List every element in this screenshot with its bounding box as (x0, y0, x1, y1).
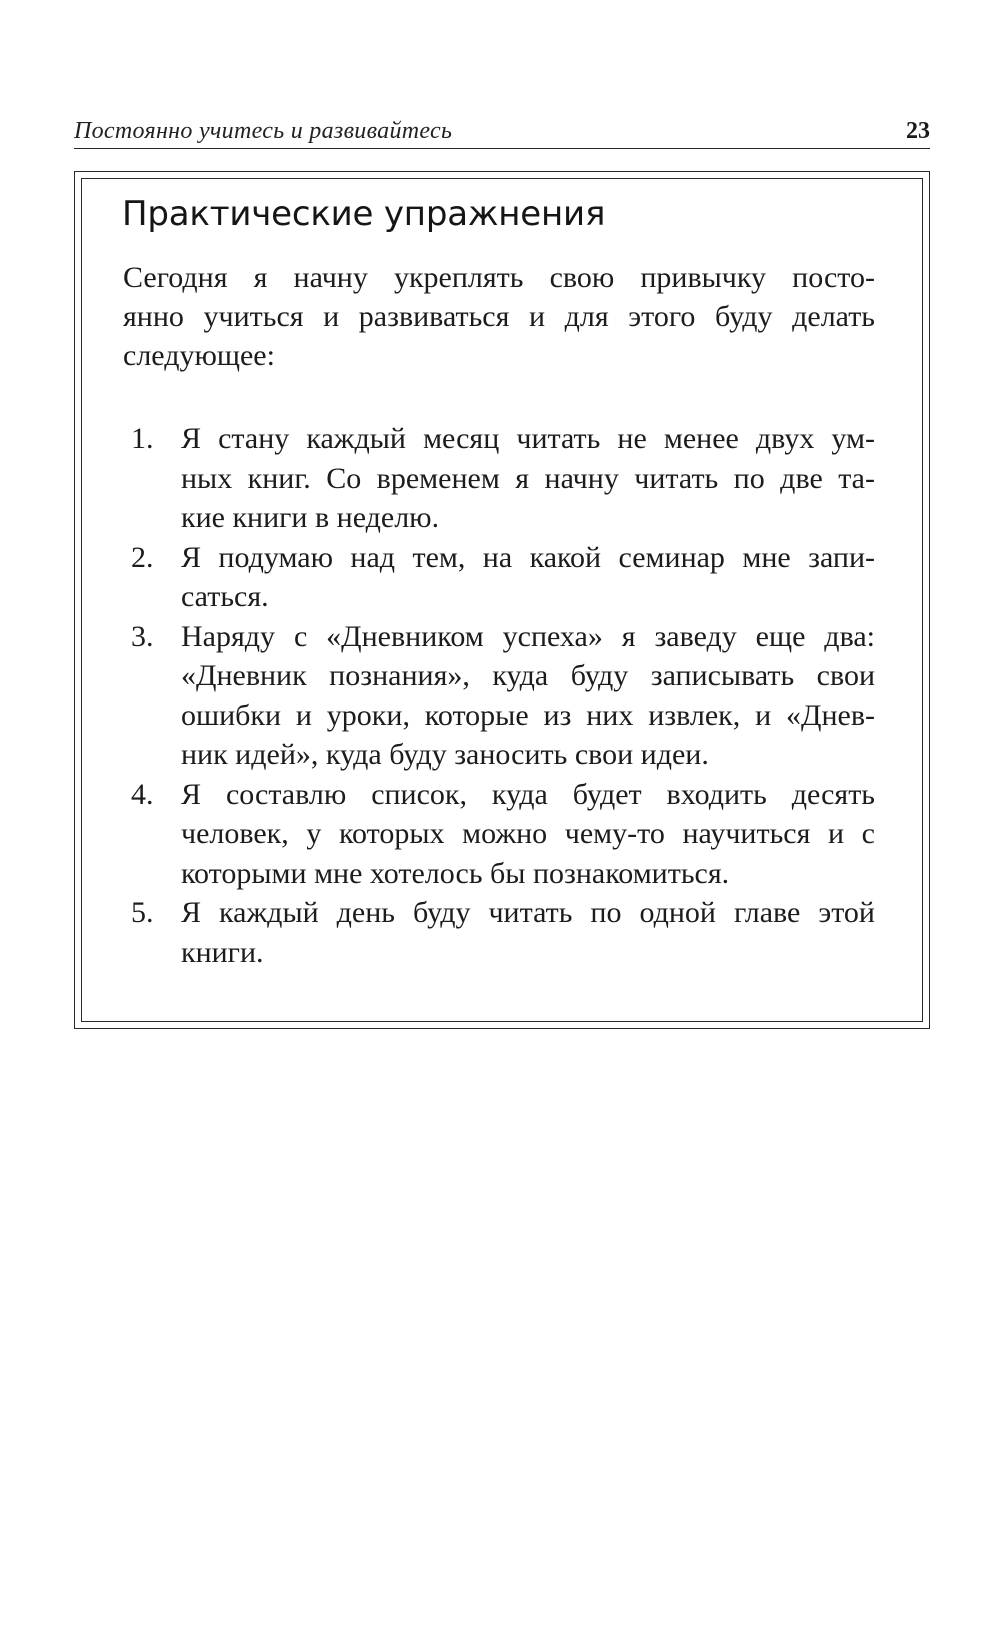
intro-line: янно учиться и развиваться и для этого буду делать (123, 300, 875, 333)
list-number: 5. (131, 896, 154, 929)
list-number: 2. (131, 540, 154, 574)
list-line: которыми мне хотелось бы познакомиться. (181, 856, 730, 890)
exercise-list (123, 419, 875, 972)
list-line: Я стану каждый месяц читать не менее двух ум- (181, 422, 875, 455)
exercise-intro (123, 258, 875, 375)
list-number: 1. (131, 422, 154, 455)
list-item-4 (123, 775, 875, 894)
page-number: 23 (906, 118, 930, 144)
intro-line: следующее: (123, 339, 275, 372)
list-line: Наряду с «Дневником успеха» я заведу еще два: (181, 619, 875, 653)
list-line: «Дневник познания», куда буду записывать свои (181, 659, 875, 692)
list-line: ник идей», куда буду заносить свои идеи. (181, 738, 709, 771)
list-item-5 (123, 893, 875, 972)
list-number: 3. (131, 619, 154, 653)
list-line: саться. (181, 580, 269, 613)
list-line: кие книги в неделю. (181, 501, 440, 534)
list-item-1 (123, 419, 875, 538)
running-header (74, 112, 930, 149)
list-line: ных книг. Со временем я начну читать по две та- (181, 461, 875, 495)
list-line: Я составлю список, куда будет входить десять (181, 777, 875, 811)
list-line: Я каждый день буду читать по одной главе этой (181, 896, 875, 929)
intro-line: Сегодня я начну укреплять свою привычку посто- (123, 261, 875, 294)
running-title: Постоянно учитесь и развивайтесь (74, 118, 453, 144)
list-line: книги. (181, 935, 264, 969)
list-item-3 (123, 617, 875, 775)
list-line: человек, у которых можно чему-то научиться и с (181, 817, 875, 850)
exercise-box (74, 171, 930, 1029)
list-line: ошибки и уроки, которые из них извлек, и «Днев- (181, 698, 875, 732)
list-line: Я подумаю над тем, на какой семинар мне запи- (181, 540, 875, 574)
exercise-title: Практические упражнения (122, 194, 606, 234)
list-item-2 (123, 538, 875, 617)
list-number: 4. (131, 777, 154, 811)
